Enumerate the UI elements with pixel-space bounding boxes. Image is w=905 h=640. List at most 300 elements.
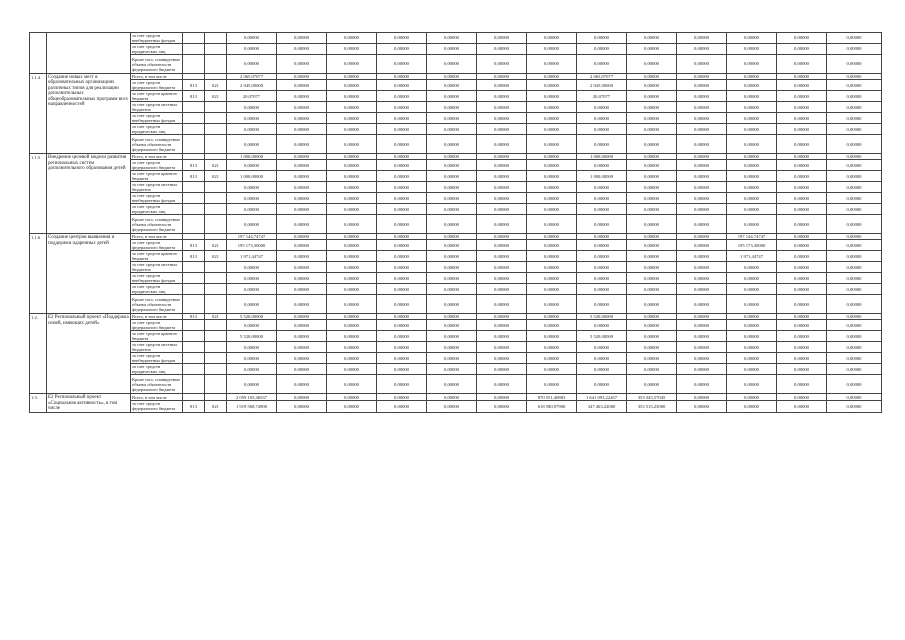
value-cell: 0,00000 bbox=[527, 364, 577, 375]
row-index-cell bbox=[30, 33, 47, 74]
value-cell: 0,00000 bbox=[277, 331, 327, 342]
value-cell: 20,07077 bbox=[227, 91, 277, 102]
value-cell: 0,00000 bbox=[327, 74, 377, 80]
value-cell: 0,00000 bbox=[377, 80, 427, 91]
value-cell: 347 463,22000 bbox=[577, 400, 627, 412]
funding-source-cell: за счет средств юридических лиц bbox=[131, 204, 183, 215]
value-cell: 0,00000 bbox=[477, 55, 527, 74]
value-cell: 0,00000 bbox=[427, 295, 477, 314]
funding-source-cell: за счет средств краевого бюджета bbox=[131, 331, 183, 342]
value-cell: 0,00000 bbox=[777, 331, 827, 342]
value-cell: 0,00000 bbox=[327, 251, 377, 262]
value-cell: 0,00000 bbox=[627, 353, 677, 364]
value-cell: 0,00000 bbox=[777, 342, 827, 353]
table-row bbox=[30, 33, 882, 44]
value-cell: 0,00000 bbox=[677, 80, 727, 91]
value-cell: 0,00000 bbox=[627, 251, 677, 262]
code-cell bbox=[183, 215, 205, 234]
value-cell: 0,00000 bbox=[827, 342, 882, 353]
value-cell: 0,00000 bbox=[327, 375, 377, 394]
value-cell: 2 065,07077 bbox=[577, 74, 627, 80]
code-cell bbox=[205, 331, 227, 342]
value-cell: 0,00000 bbox=[427, 171, 477, 182]
code-cell bbox=[183, 353, 205, 364]
funding-source-cell: за счет средств внебюджетных фондов bbox=[131, 113, 183, 124]
table-row bbox=[30, 160, 882, 171]
value-cell: 0,00000 bbox=[577, 135, 627, 154]
value-cell: 0,00000 bbox=[477, 171, 527, 182]
value-cell: 0,00000 bbox=[727, 74, 777, 80]
funding-source-cell: Всего, в том числе bbox=[131, 74, 183, 80]
funding-source-cell: Кроме того, планируемые объемы обязательств федерального бюджета bbox=[131, 135, 183, 154]
value-cell: 0,00000 bbox=[727, 182, 777, 193]
program-name-cell bbox=[47, 33, 131, 74]
value-cell: 0,00000 bbox=[227, 320, 277, 331]
value-cell: 0,00000 bbox=[427, 160, 477, 171]
program-name-cell: Внедрение целевой модели развития региональных систем дополнительного образования детей bbox=[47, 154, 131, 234]
budget-table bbox=[29, 32, 882, 413]
funding-source-cell: за счет средств краевого бюджета bbox=[131, 91, 183, 102]
value-cell: 0,00000 bbox=[377, 91, 427, 102]
value-cell: 197 144,74747 bbox=[227, 234, 277, 240]
value-cell: 0,00000 bbox=[427, 284, 477, 295]
funding-source-cell: Всего, в том числе bbox=[131, 314, 183, 320]
value-cell: 0,00000 bbox=[277, 364, 327, 375]
value-cell: 0,00000 bbox=[477, 331, 527, 342]
code-cell: 021 bbox=[205, 160, 227, 171]
value-cell: 0,00000 bbox=[427, 364, 477, 375]
value-cell: 0,00000 bbox=[527, 251, 577, 262]
value-cell: 0,00000 bbox=[277, 113, 327, 124]
table-row bbox=[30, 320, 882, 331]
value-cell: 0,00000 bbox=[777, 124, 827, 135]
value-cell: 0,00000 bbox=[777, 273, 827, 284]
table-row bbox=[30, 400, 882, 412]
value-cell: 5 520,00000 bbox=[227, 331, 277, 342]
table-row bbox=[30, 331, 882, 342]
value-cell: 0,00000 bbox=[777, 262, 827, 273]
value-cell: 0,00000 bbox=[377, 33, 427, 44]
value-cell: 0,00000 bbox=[777, 400, 827, 412]
value-cell: 0,00000 bbox=[677, 364, 727, 375]
table-row bbox=[30, 204, 882, 215]
value-cell: 0,00000 bbox=[827, 171, 882, 182]
table-row bbox=[30, 273, 882, 284]
value-cell: 0,00000 bbox=[427, 124, 477, 135]
value-cell: 0,00000 bbox=[577, 182, 627, 193]
code-cell bbox=[183, 113, 205, 124]
value-cell: 0,00000 bbox=[377, 44, 427, 55]
value-cell: 0,00000 bbox=[277, 204, 327, 215]
value-cell: 0,00000 bbox=[827, 55, 882, 74]
row-index-cell: 1.1.6 bbox=[30, 234, 47, 314]
value-cell: 0,00000 bbox=[477, 284, 527, 295]
value-cell: 0,00000 bbox=[477, 400, 527, 412]
value-cell: 0,00000 bbox=[327, 234, 377, 240]
code-cell bbox=[205, 113, 227, 124]
value-cell: 0,00000 bbox=[677, 33, 727, 44]
code-cell: 021 bbox=[205, 400, 227, 412]
value-cell: 0,00000 bbox=[727, 44, 777, 55]
value-cell: 1 000,00000 bbox=[577, 154, 627, 160]
table-row bbox=[30, 171, 882, 182]
value-cell: 0,00000 bbox=[227, 124, 277, 135]
value-cell: 0,00000 bbox=[727, 113, 777, 124]
value-cell: 0,00000 bbox=[327, 135, 377, 154]
value-cell: 0,00000 bbox=[327, 124, 377, 135]
value-cell: 0,00000 bbox=[627, 284, 677, 295]
value-cell: 0,00000 bbox=[427, 394, 477, 400]
value-cell: 353 515,25000 bbox=[627, 400, 677, 412]
value-cell: 0,00000 bbox=[277, 240, 327, 251]
value-cell: 1 000,00000 bbox=[577, 171, 627, 182]
value-cell: 0,00000 bbox=[277, 262, 327, 273]
value-cell: 0,00000 bbox=[577, 160, 627, 171]
value-cell: 1 919 568,74900 bbox=[227, 400, 277, 412]
code-cell bbox=[183, 124, 205, 135]
code-cell bbox=[205, 375, 227, 394]
value-cell: 0,00000 bbox=[327, 314, 377, 320]
value-cell: 0,00000 bbox=[627, 33, 677, 44]
value-cell: 0,00000 bbox=[427, 74, 477, 80]
value-cell: 0,00000 bbox=[327, 102, 377, 113]
value-cell: 0,00000 bbox=[727, 314, 777, 320]
value-cell: 0,00000 bbox=[727, 102, 777, 113]
value-cell: 0,00000 bbox=[527, 262, 577, 273]
value-cell: 0,00000 bbox=[527, 91, 577, 102]
funding-source-cell: за счет средств внебюджетных фондов bbox=[131, 273, 183, 284]
table-row bbox=[30, 353, 882, 364]
value-cell: 0,00000 bbox=[227, 262, 277, 273]
value-cell: 0,00000 bbox=[327, 320, 377, 331]
code-cell bbox=[205, 262, 227, 273]
code-cell: 813 bbox=[183, 171, 205, 182]
funding-source-cell: за счет средств внебюджетных фондов bbox=[131, 353, 183, 364]
value-cell: 0,00000 bbox=[477, 80, 527, 91]
funding-source-cell: Всего, в том числе bbox=[131, 394, 183, 400]
value-cell: 0,00000 bbox=[477, 215, 527, 234]
value-cell: 0,00000 bbox=[527, 135, 577, 154]
code-cell: 813 bbox=[183, 80, 205, 91]
value-cell: 0,00000 bbox=[477, 204, 527, 215]
code-cell: 813 bbox=[183, 251, 205, 262]
value-cell: 0,00000 bbox=[477, 154, 527, 160]
code-cell bbox=[205, 55, 227, 74]
value-cell: 0,00000 bbox=[377, 364, 427, 375]
value-cell: 0,00000 bbox=[777, 102, 827, 113]
code-cell bbox=[205, 353, 227, 364]
code-cell bbox=[183, 364, 205, 375]
value-cell: 195 173,30000 bbox=[227, 240, 277, 251]
value-cell: 2 059 105,46537 bbox=[227, 394, 277, 400]
value-cell: 0,00000 bbox=[827, 160, 882, 171]
funding-source-cell: за счет средств юридических лиц bbox=[131, 364, 183, 375]
code-cell bbox=[205, 284, 227, 295]
value-cell: 0,00000 bbox=[827, 295, 882, 314]
value-cell: 0,00000 bbox=[627, 234, 677, 240]
value-cell: 0,00000 bbox=[277, 171, 327, 182]
table-row bbox=[30, 394, 882, 400]
value-cell: 0,00000 bbox=[577, 284, 627, 295]
value-cell: 0,00000 bbox=[577, 44, 627, 55]
value-cell: 0,00000 bbox=[527, 124, 577, 135]
value-cell: 0,00000 bbox=[627, 314, 677, 320]
value-cell: 0,00000 bbox=[727, 273, 777, 284]
value-cell: 0,00000 bbox=[277, 193, 327, 204]
value-cell: 0,00000 bbox=[827, 80, 882, 91]
value-cell: 0,00000 bbox=[477, 113, 527, 124]
value-cell: 0,00000 bbox=[327, 353, 377, 364]
value-cell: 195 173,30000 bbox=[727, 240, 777, 251]
code-cell bbox=[183, 284, 205, 295]
code-cell bbox=[183, 55, 205, 74]
value-cell: 0,00000 bbox=[627, 295, 677, 314]
value-cell: 0,00000 bbox=[377, 154, 427, 160]
value-cell: 0,00000 bbox=[827, 124, 882, 135]
value-cell: 0,00000 bbox=[327, 91, 377, 102]
value-cell: 0,00000 bbox=[377, 240, 427, 251]
code-cell: 813 bbox=[183, 314, 205, 320]
table-row bbox=[30, 193, 882, 204]
value-cell: 0,00000 bbox=[627, 55, 677, 74]
code-cell bbox=[183, 182, 205, 193]
value-cell: 0,00000 bbox=[827, 91, 882, 102]
value-cell: 0,00000 bbox=[777, 353, 827, 364]
value-cell: 0,00000 bbox=[677, 74, 727, 80]
value-cell: 0,00000 bbox=[377, 284, 427, 295]
value-cell: 0,00000 bbox=[477, 234, 527, 240]
table-row bbox=[30, 182, 882, 193]
value-cell: 0,00000 bbox=[677, 204, 727, 215]
value-cell: 0,00000 bbox=[527, 80, 577, 91]
value-cell: 0,00000 bbox=[727, 55, 777, 74]
value-cell: 0,00000 bbox=[527, 160, 577, 171]
value-cell: 0,00000 bbox=[227, 182, 277, 193]
code-cell bbox=[183, 44, 205, 55]
value-cell: 0,00000 bbox=[477, 353, 527, 364]
code-cell: 813 bbox=[183, 91, 205, 102]
value-cell: 0,00000 bbox=[727, 320, 777, 331]
value-cell: 0,00000 bbox=[627, 262, 677, 273]
value-cell: 0,00000 bbox=[227, 284, 277, 295]
funding-source-cell: за счет средств федерального бюджета bbox=[131, 400, 183, 412]
value-cell: 0,00000 bbox=[677, 124, 727, 135]
value-cell: 0,00000 bbox=[577, 240, 627, 251]
value-cell: 0,00000 bbox=[277, 375, 327, 394]
value-cell: 0,00000 bbox=[627, 182, 677, 193]
value-cell: 0,00000 bbox=[527, 113, 577, 124]
value-cell: 0,00000 bbox=[777, 375, 827, 394]
value-cell: 0,00000 bbox=[777, 234, 827, 240]
value-cell: 0,00000 bbox=[527, 273, 577, 284]
table-row bbox=[30, 240, 882, 251]
value-cell: 0,00000 bbox=[627, 135, 677, 154]
funding-source-cell: за счет средств местных бюджетов bbox=[131, 102, 183, 113]
code-cell bbox=[205, 215, 227, 234]
value-cell: 0,00000 bbox=[827, 154, 882, 160]
value-cell: 0,00000 bbox=[527, 342, 577, 353]
value-cell: 0,00000 bbox=[477, 262, 527, 273]
value-cell: 0,00000 bbox=[677, 394, 727, 400]
value-cell: 0,00000 bbox=[477, 240, 527, 251]
value-cell: 0,00000 bbox=[777, 320, 827, 331]
value-cell: 0,00000 bbox=[427, 91, 477, 102]
value-cell: 0,00000 bbox=[827, 74, 882, 80]
value-cell: 0,00000 bbox=[377, 314, 427, 320]
value-cell: 0,00000 bbox=[727, 204, 777, 215]
value-cell: 0,00000 bbox=[627, 160, 677, 171]
value-cell: 0,00000 bbox=[777, 182, 827, 193]
code-cell bbox=[183, 193, 205, 204]
value-cell: 0,00000 bbox=[227, 33, 277, 44]
funding-source-cell: за счет средств федерального бюджета bbox=[131, 80, 183, 91]
value-cell: 0,00000 bbox=[477, 160, 527, 171]
value-cell: 5 520,00000 bbox=[577, 331, 627, 342]
code-cell bbox=[183, 342, 205, 353]
value-cell: 0,00000 bbox=[777, 314, 827, 320]
code-cell bbox=[205, 44, 227, 55]
value-cell: 0,00000 bbox=[727, 262, 777, 273]
value-cell: 0,00000 bbox=[277, 91, 327, 102]
funding-source-cell: Кроме того, планируемые объемы обязательств федерального бюджета bbox=[131, 295, 183, 314]
value-cell: 0,00000 bbox=[277, 160, 327, 171]
value-cell: 0,00000 bbox=[527, 44, 577, 55]
value-cell: 0,00000 bbox=[477, 251, 527, 262]
value-cell: 0,00000 bbox=[427, 251, 477, 262]
value-cell: 0,00000 bbox=[477, 342, 527, 353]
table-row bbox=[30, 215, 882, 234]
table-row bbox=[30, 262, 882, 273]
value-cell: 0,00000 bbox=[577, 295, 627, 314]
value-cell: 0,00000 bbox=[477, 44, 527, 55]
value-cell: 0,00000 bbox=[727, 80, 777, 91]
value-cell: 0,00000 bbox=[377, 251, 427, 262]
code-cell: 813 bbox=[183, 160, 205, 171]
value-cell: 0,00000 bbox=[577, 375, 627, 394]
value-cell: 0,00000 bbox=[377, 320, 427, 331]
value-cell: 0,00000 bbox=[327, 295, 377, 314]
value-cell: 0,00000 bbox=[477, 33, 527, 44]
value-cell: 0,00000 bbox=[627, 113, 677, 124]
value-cell: 0,00000 bbox=[277, 135, 327, 154]
value-cell: 0,00000 bbox=[377, 124, 427, 135]
table-row bbox=[30, 295, 882, 314]
code-cell bbox=[205, 124, 227, 135]
value-cell: 0,00000 bbox=[827, 394, 882, 400]
value-cell: 0,00000 bbox=[727, 171, 777, 182]
code-cell bbox=[183, 33, 205, 44]
value-cell: 0,00000 bbox=[627, 154, 677, 160]
funding-source-cell: за счет средств внебюджетных фондов bbox=[131, 193, 183, 204]
value-cell: 0,00000 bbox=[827, 314, 882, 320]
value-cell: 0,00000 bbox=[627, 342, 677, 353]
value-cell: 0,00000 bbox=[477, 135, 527, 154]
code-cell bbox=[205, 193, 227, 204]
value-cell: 0,00000 bbox=[327, 80, 377, 91]
funding-source-cell: за счет средств краевого бюджета bbox=[131, 171, 183, 182]
code-cell bbox=[205, 342, 227, 353]
value-cell: 0,00000 bbox=[677, 154, 727, 160]
value-cell: 0,00000 bbox=[777, 33, 827, 44]
value-cell: 0,00000 bbox=[727, 160, 777, 171]
value-cell: 0,00000 bbox=[727, 364, 777, 375]
code-cell bbox=[205, 204, 227, 215]
value-cell: 0,00000 bbox=[527, 204, 577, 215]
value-cell: 0,00000 bbox=[477, 182, 527, 193]
value-cell: 0,00000 bbox=[577, 364, 627, 375]
value-cell: 0,00000 bbox=[327, 215, 377, 234]
value-cell: 0,00000 bbox=[427, 44, 477, 55]
table-row bbox=[30, 44, 882, 55]
value-cell: 0,00000 bbox=[377, 55, 427, 74]
value-cell: 0,00000 bbox=[627, 331, 677, 342]
code-cell bbox=[205, 320, 227, 331]
value-cell: 0,00000 bbox=[377, 135, 427, 154]
value-cell: 0,00000 bbox=[827, 102, 882, 113]
value-cell: 0,00000 bbox=[677, 273, 727, 284]
value-cell: 0,00000 bbox=[327, 33, 377, 44]
value-cell: 0,00000 bbox=[577, 251, 627, 262]
value-cell: 0,00000 bbox=[477, 124, 527, 135]
value-cell: 0,00000 bbox=[327, 204, 377, 215]
table-row bbox=[30, 74, 882, 80]
code-cell bbox=[183, 273, 205, 284]
value-cell: 0,00000 bbox=[277, 342, 327, 353]
table-row bbox=[30, 113, 882, 124]
value-cell: 0,00000 bbox=[527, 353, 577, 364]
value-cell: 0,00000 bbox=[477, 314, 527, 320]
funding-source-cell: за счет средств юридических лиц bbox=[131, 44, 183, 55]
value-cell: 0,00000 bbox=[477, 295, 527, 314]
value-cell: 0,00000 bbox=[677, 113, 727, 124]
value-cell: 0,00000 bbox=[377, 171, 427, 182]
value-cell: 0,00000 bbox=[377, 375, 427, 394]
row-index-cell: 1.1.5 bbox=[30, 154, 47, 234]
table-row bbox=[30, 251, 882, 262]
value-cell: 0,00000 bbox=[427, 33, 477, 44]
value-cell: 0,00000 bbox=[677, 215, 727, 234]
value-cell: 1 971,44747 bbox=[727, 251, 777, 262]
value-cell: 0,00000 bbox=[327, 400, 377, 412]
value-cell: 0,00000 bbox=[377, 400, 427, 412]
value-cell: 0,00000 bbox=[777, 215, 827, 234]
code-cell bbox=[183, 375, 205, 394]
value-cell: 0,00000 bbox=[527, 240, 577, 251]
value-cell: 0,00000 bbox=[277, 353, 327, 364]
value-cell: 0,00000 bbox=[327, 262, 377, 273]
code-cell bbox=[183, 295, 205, 314]
value-cell: 0,00000 bbox=[777, 135, 827, 154]
table-row bbox=[30, 55, 882, 74]
code-cell: 021 bbox=[205, 251, 227, 262]
value-cell: 0,00000 bbox=[377, 74, 427, 80]
value-cell: 0,00000 bbox=[477, 375, 527, 394]
value-cell: 0,00000 bbox=[677, 251, 727, 262]
value-cell: 0,00000 bbox=[227, 193, 277, 204]
table-row bbox=[30, 342, 882, 353]
value-cell: 0,00000 bbox=[427, 182, 477, 193]
value-cell: 0,00000 bbox=[427, 273, 477, 284]
value-cell: 0,00000 bbox=[527, 375, 577, 394]
value-cell: 0,00000 bbox=[377, 204, 427, 215]
value-cell: 0,00000 bbox=[677, 400, 727, 412]
value-cell: 0,00000 bbox=[277, 251, 327, 262]
value-cell: 0,00000 bbox=[277, 295, 327, 314]
value-cell: 0,00000 bbox=[577, 113, 627, 124]
value-cell: 0,00000 bbox=[777, 74, 827, 80]
program-name-cell: Создание новых мест в образовательных организациях различных типов для реализации дополнительных общеобразовательных программ всех направленностей bbox=[47, 74, 131, 154]
value-cell: 0,00000 bbox=[277, 80, 327, 91]
